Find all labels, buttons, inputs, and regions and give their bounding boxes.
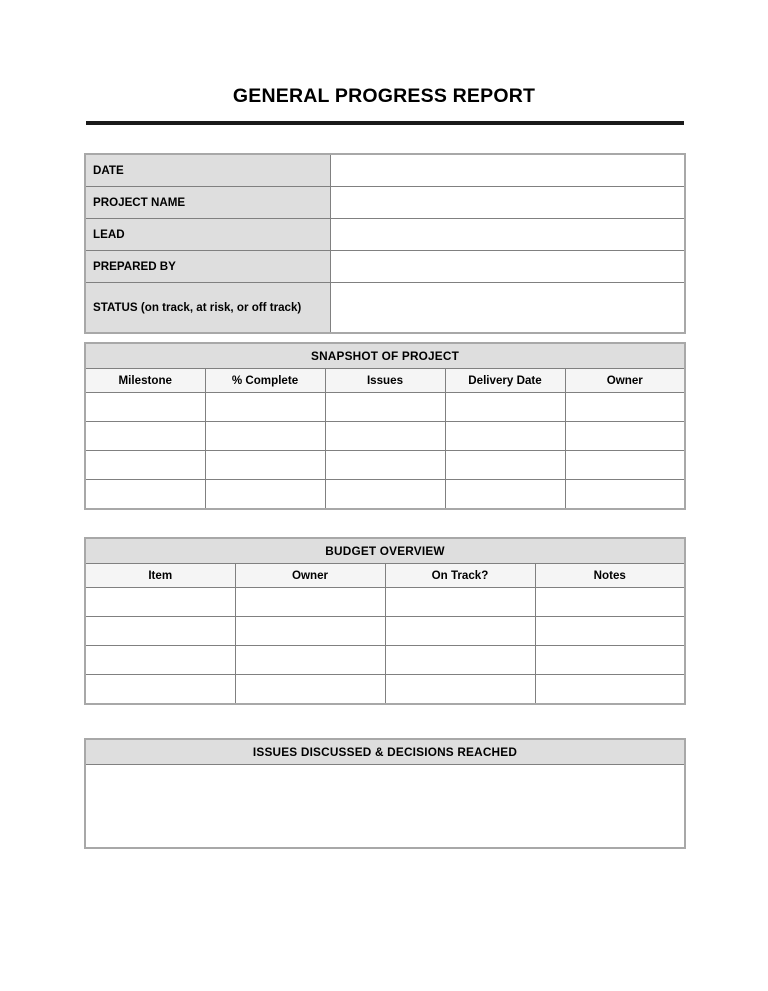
budget-cell[interactable] [235, 588, 385, 617]
table-row [85, 219, 685, 251]
info-value-status[interactable] [330, 283, 685, 334]
info-label-prepared-by: PREPARED BY [85, 251, 330, 283]
snapshot-col-issues: Issues [325, 369, 445, 393]
snapshot-cell[interactable] [565, 422, 685, 451]
snapshot-cell[interactable] [205, 451, 325, 480]
snapshot-col-percent-complete: % Complete [205, 369, 325, 393]
info-label-project-name: PROJECT NAME [85, 187, 330, 219]
budget-cell[interactable] [535, 617, 685, 646]
snapshot-cell[interactable] [325, 422, 445, 451]
table-row [85, 617, 685, 646]
budget-col-owner: Owner [235, 564, 385, 588]
budget-cell[interactable] [235, 675, 385, 705]
budget-cell[interactable] [385, 617, 535, 646]
info-label-status: STATUS (on track, at risk, or off track) [85, 283, 330, 334]
snapshot-cell[interactable] [445, 451, 565, 480]
table-row [85, 739, 685, 765]
info-value-lead[interactable] [330, 219, 685, 251]
snapshot-cell[interactable] [565, 480, 685, 510]
snapshot-col-delivery-date: Delivery Date [445, 369, 565, 393]
table-row [85, 422, 685, 451]
info-label-date: DATE [85, 154, 330, 187]
budget-cell[interactable] [385, 675, 535, 705]
snapshot-cell[interactable] [325, 480, 445, 510]
snapshot-col-milestone: Milestone [85, 369, 205, 393]
snapshot-cell[interactable] [445, 480, 565, 510]
table-row [85, 538, 685, 564]
table-row [85, 343, 685, 369]
budget-col-notes: Notes [535, 564, 685, 588]
snapshot-cell[interactable] [445, 393, 565, 422]
budget-cell[interactable] [535, 588, 685, 617]
budget-cell[interactable] [85, 617, 235, 646]
budget-cell[interactable] [235, 617, 385, 646]
info-value-prepared-by[interactable] [330, 251, 685, 283]
table-row [85, 675, 685, 705]
snapshot-section-title: SNAPSHOT OF PROJECT [85, 343, 685, 369]
snapshot-cell[interactable] [205, 422, 325, 451]
snapshot-cell[interactable] [205, 393, 325, 422]
budget-section-title: BUDGET OVERVIEW [85, 538, 685, 564]
title-divider [86, 121, 684, 125]
budget-cell[interactable] [385, 588, 535, 617]
table-row [85, 369, 685, 393]
table-row [85, 646, 685, 675]
budget-overview-table [84, 537, 686, 705]
table-row [85, 187, 685, 219]
budget-cell[interactable] [85, 675, 235, 705]
info-value-project-name[interactable] [330, 187, 685, 219]
table-row [85, 451, 685, 480]
snapshot-cell[interactable] [85, 422, 205, 451]
table-row [85, 480, 685, 510]
budget-cell[interactable] [85, 646, 235, 675]
budget-col-item: Item [85, 564, 235, 588]
table-row [85, 393, 685, 422]
budget-cell[interactable] [385, 646, 535, 675]
snapshot-cell[interactable] [325, 451, 445, 480]
table-row [85, 588, 685, 617]
table-row [85, 765, 685, 849]
budget-cell[interactable] [85, 588, 235, 617]
snapshot-cell[interactable] [85, 451, 205, 480]
snapshot-cell[interactable] [205, 480, 325, 510]
snapshot-cell[interactable] [445, 422, 565, 451]
snapshot-of-project-table [84, 342, 686, 510]
snapshot-cell[interactable] [85, 480, 205, 510]
project-info-table [84, 153, 686, 334]
page-title: GENERAL PROGRESS REPORT [232, 85, 536, 107]
table-row [85, 564, 685, 588]
snapshot-cell[interactable] [325, 393, 445, 422]
table-row [85, 251, 685, 283]
info-value-date[interactable] [330, 154, 685, 187]
snapshot-cell[interactable] [85, 393, 205, 422]
table-row [85, 283, 685, 334]
issues-discussed-table [84, 738, 686, 849]
table-row [85, 154, 685, 187]
snapshot-cell[interactable] [565, 393, 685, 422]
budget-cell[interactable] [535, 646, 685, 675]
issues-section-title: ISSUES DISCUSSED & DECISIONS REACHED [85, 739, 685, 765]
budget-cell[interactable] [235, 646, 385, 675]
snapshot-cell[interactable] [565, 451, 685, 480]
snapshot-col-owner: Owner [565, 369, 685, 393]
issues-notes-area[interactable] [85, 765, 685, 849]
budget-cell[interactable] [535, 675, 685, 705]
budget-col-on-track: On Track? [385, 564, 535, 588]
info-label-lead: LEAD [85, 219, 330, 251]
